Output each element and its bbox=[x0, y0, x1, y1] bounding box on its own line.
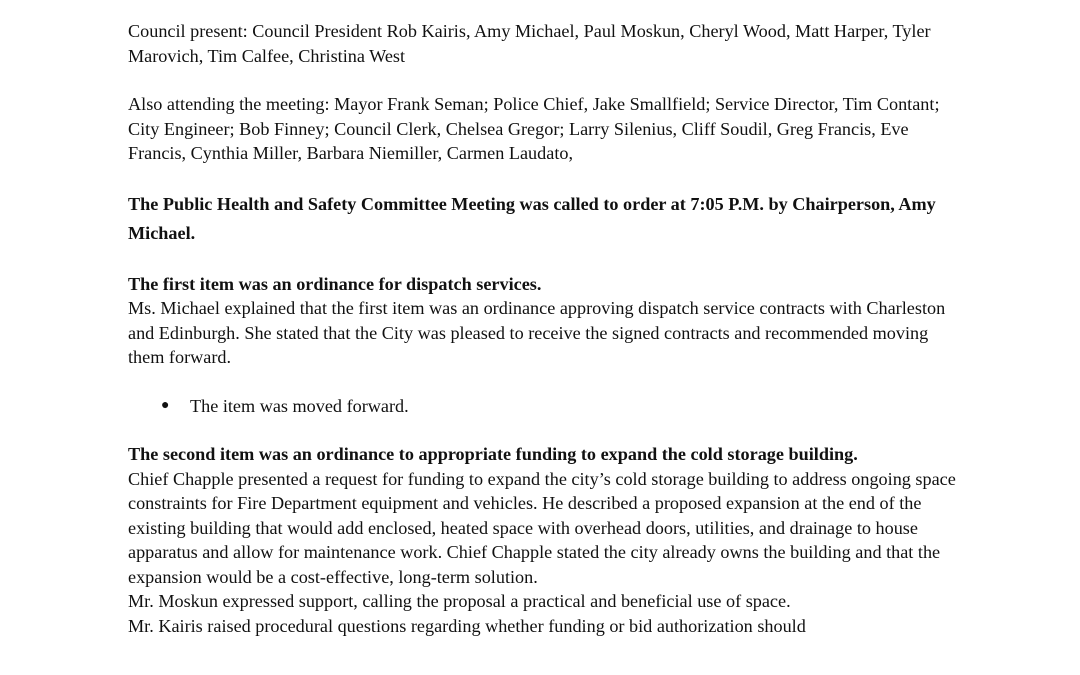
item2-heading: The second item was an ordinance to appropriate funding to expand the cold storage building. bbox=[128, 444, 858, 464]
minutes-document bbox=[128, 19, 968, 638]
also-attending: Also attending the meeting: Mayor Frank Seman; Police Chief, Jake Smallfield; Service Director, Tim Contant; City Engineer; Bob Finney; Council Clerk, Chelsea Gregor; Larry Silenius, Cliff Soudil, Greg Francis, Eve Francis, Cynthia Miller, Barbara Niemiller, Carmen Laudato, bbox=[128, 94, 940, 163]
item1-bullet-list bbox=[128, 394, 968, 419]
item1-heading: The first item was an ordinance for dispatch services. bbox=[128, 273, 542, 294]
list-item bbox=[128, 394, 968, 419]
call-to-order-heading: The Public Health and Safety Committee Meeting was called to order at 7:05 P.M. by Chairperson, Amy Michael. bbox=[128, 193, 936, 243]
bullet-icon: ● bbox=[161, 397, 170, 413]
item2-paragraph-1: Chief Chapple presented a request for funding to expand the city’s cold storage building to address ongoing space constraints for Fire Department equipment and vehicles. He described a proposed expansion at the end of the existing building that would add enclosed, heated space with overhead doors, utilities, and drainage to house apparatus and allow for maintenance work. Chief Chapple stated the city already owns the building and that the expansion would be a cost-effective, long-term solution. bbox=[128, 468, 956, 587]
item1-body: Ms. Michael explained that the first item was an ordinance approving dispatch service contracts with Charleston and Edinburgh. She stated that the City was pleased to receive the signed contracts and recommended moving them forward. bbox=[128, 298, 946, 367]
item2-paragraph-2: Mr. Moskun expressed support, calling the proposal a practical and beneficial use of space. bbox=[128, 591, 791, 611]
item2-paragraph-3: Mr. Kairis raised procedural questions regarding whether funding or bid authorization should bbox=[128, 615, 806, 636]
bullet-text: The item was moved forward. bbox=[190, 395, 409, 416]
council-present: Council present: Council President Rob Kairis, Amy Michael, Paul Moskun, Cheryl Wood, Matt Harper, Tyler Marovich, Tim Calfee, Christina West bbox=[128, 21, 931, 66]
